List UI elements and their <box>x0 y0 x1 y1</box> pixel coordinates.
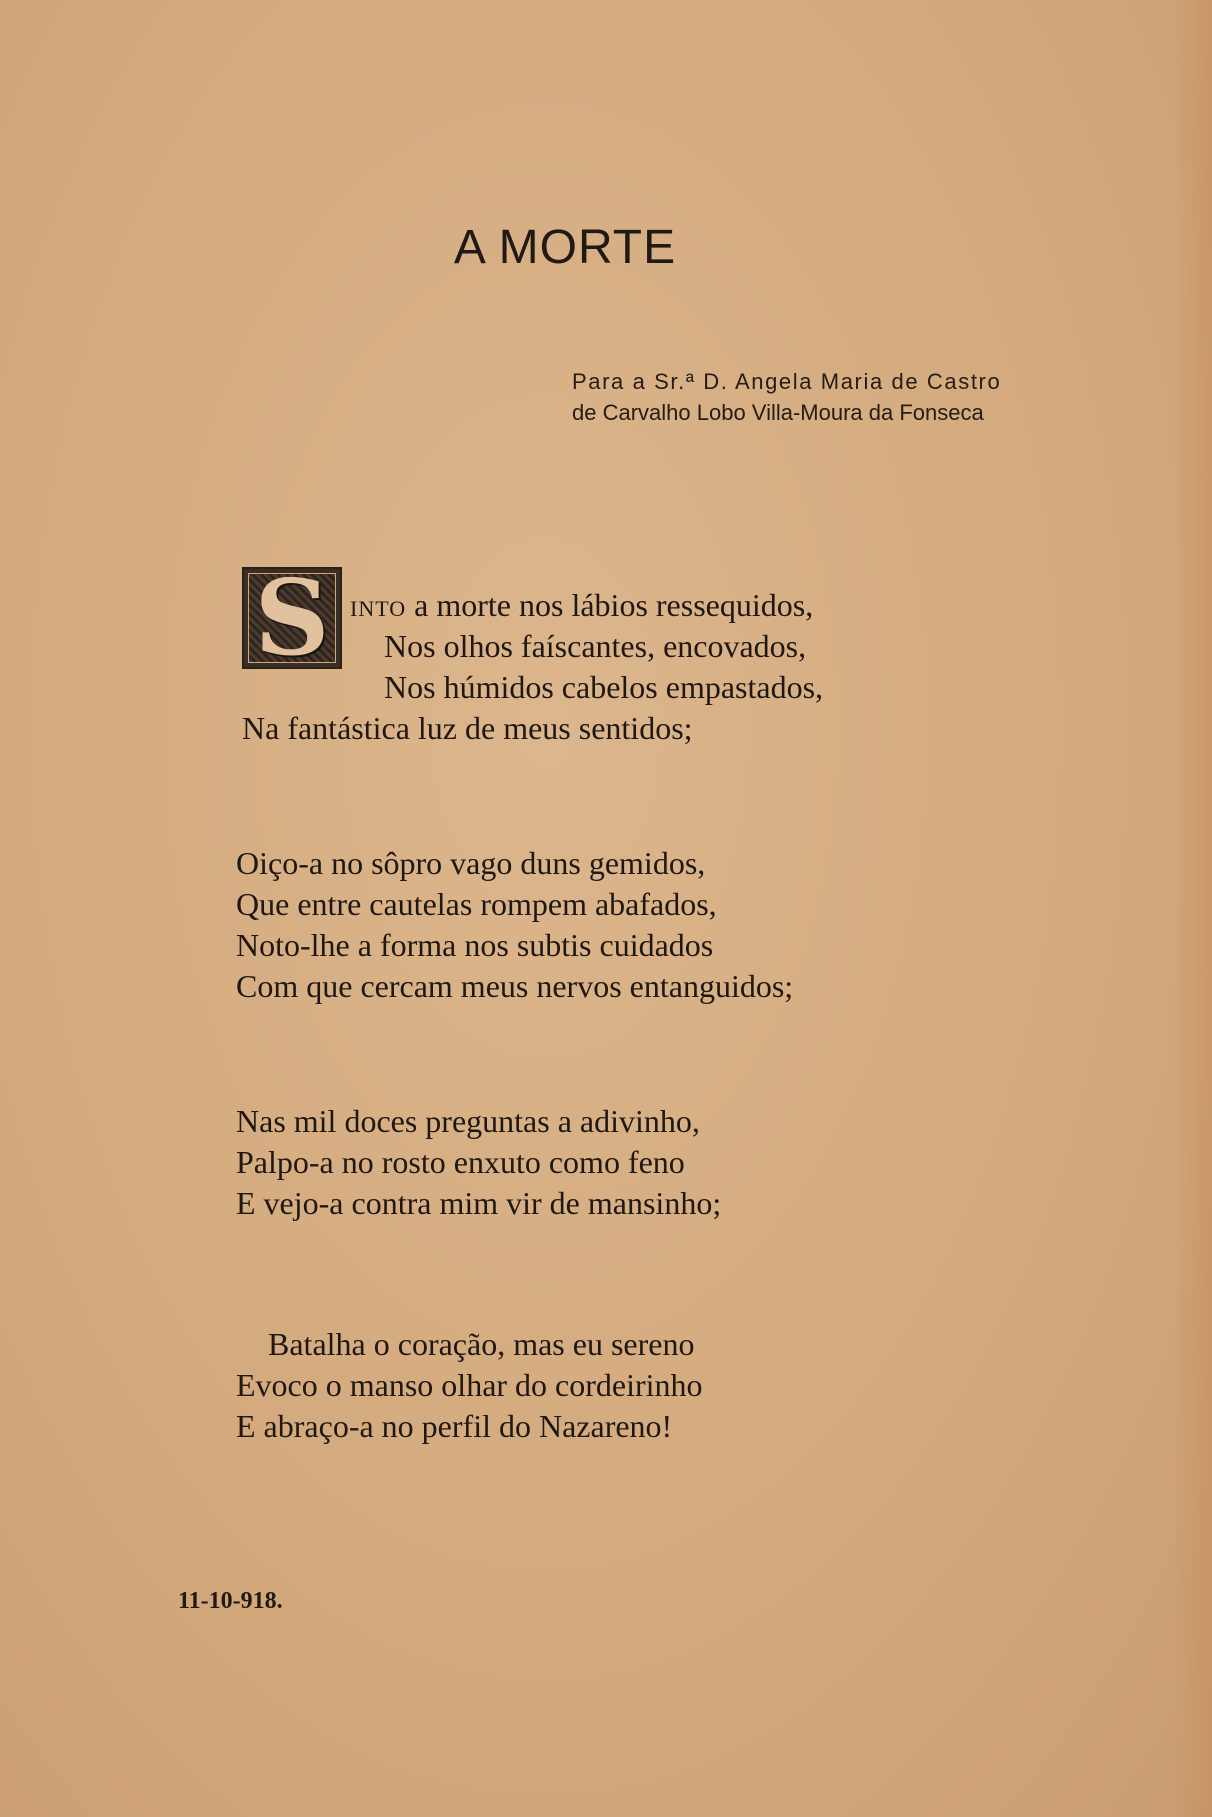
stanza-2 <box>236 843 823 1007</box>
dedication-line-1: Para a Sr.ª D. Angela Maria de Castro <box>572 369 1002 394</box>
poem-title: A MORTE <box>453 221 677 274</box>
poem-line: Noto-lhe a forma nos subtis cuidados <box>236 927 714 963</box>
poem-body <box>236 556 824 1447</box>
stanza-3 <box>236 1101 823 1224</box>
ornamental-dropcap <box>242 556 342 679</box>
poem-line: Evoco o manso olhar do cordeirinho <box>236 1367 703 1403</box>
date-signature: 11-10-918. <box>178 1588 283 1614</box>
stanza-1 <box>236 556 824 749</box>
poem-line: Palpo-a no rosto enxuto como feno <box>236 1144 685 1180</box>
line-text: a morte nos lábios ressequidos, <box>414 587 814 623</box>
poem-line: Nos húmidos cabelos empastados, <box>384 669 824 705</box>
poem-line: E vejo-a contra mim vir de mansinho; <box>236 1185 722 1221</box>
poem-line: Nas mil doces preguntas a adivinho, <box>236 1103 700 1139</box>
dedication <box>572 366 1001 428</box>
poem-line: Oiço-a no sôpro vago duns gemidos, <box>236 845 706 881</box>
poem-line: Que entre cautelas rompem abafados, <box>236 886 717 922</box>
poem-line: E abraço-a no perfil do Nazareno! <box>236 1408 673 1444</box>
first-word-smallcaps: INTO <box>350 596 407 621</box>
dropcap-letter: S <box>254 556 330 679</box>
dedication-line-2: de Carvalho Lobo Villa-Moura da Fonseca <box>572 400 984 425</box>
poem-line: Nos olhos faíscantes, encovados, <box>384 628 807 664</box>
poem-line: Batalha o coração, mas eu sereno <box>268 1326 695 1362</box>
poem-line: Com que cercam meus nervos entanguidos; <box>236 968 794 1004</box>
poem-line: Na fantástica luz de meus sentidos; <box>242 710 693 746</box>
stanza-4 <box>236 1324 823 1447</box>
